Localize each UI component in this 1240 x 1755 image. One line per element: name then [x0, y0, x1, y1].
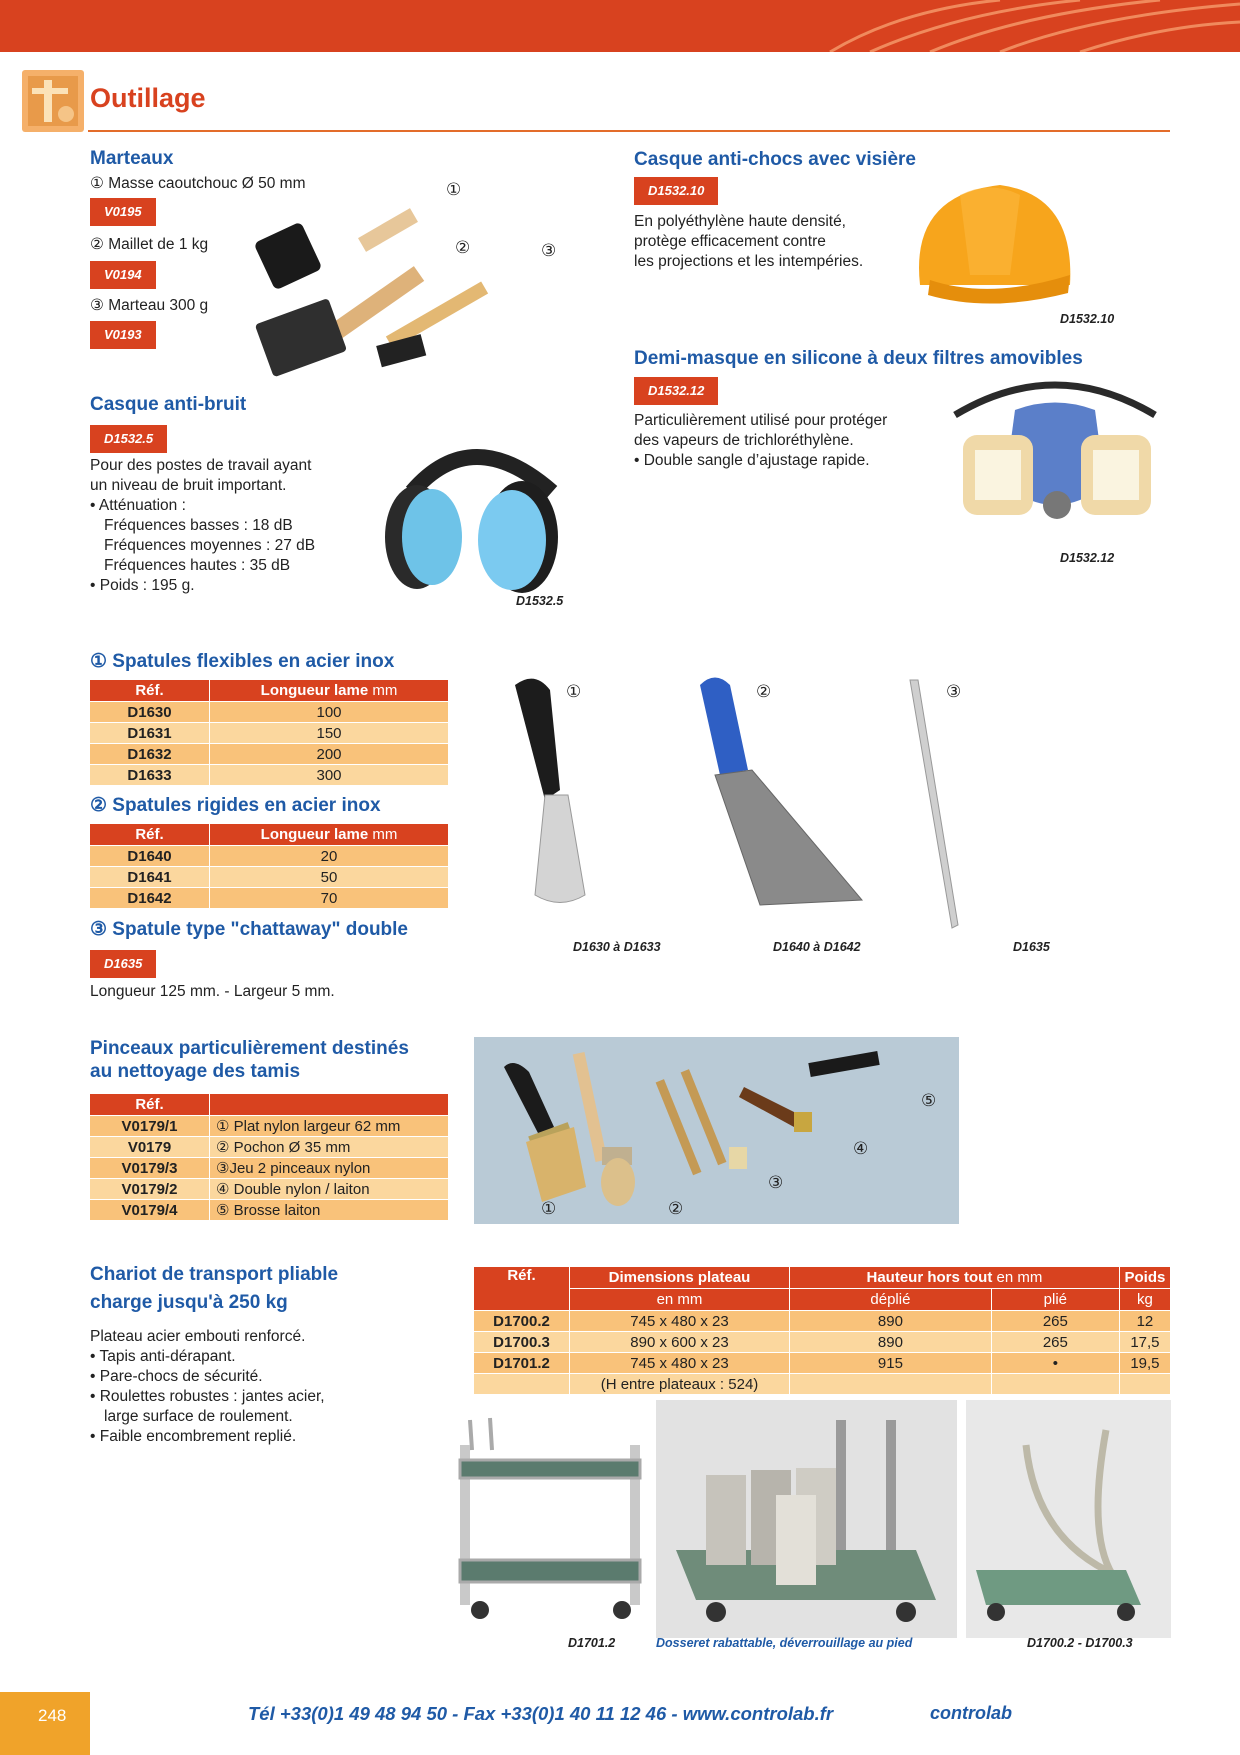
desc-cell: ④ Double nylon / laiton [210, 1179, 449, 1200]
ref-cell: D1700.2 [474, 1311, 570, 1332]
helmet-line-2: protège efficacement contre [634, 233, 826, 250]
ref-cell: V0179/1 [90, 1116, 210, 1137]
spatula-rigid-head-unit: mm [372, 826, 398, 843]
ref-cell: D1641 [90, 867, 210, 888]
footer-contact[interactable]: Tél +33(0)1 49 48 94 50 - Fax +33(0)1 40 11 12 46 - www.controlab.fr [248, 1703, 834, 1724]
spatula-rigid-title: ② Spatules rigides en acier inox [90, 795, 381, 816]
dim-cell: 745 x 480 x 23 [570, 1311, 790, 1332]
hammers-photo [250, 190, 570, 390]
brush-num-5: ⑤ [921, 1091, 937, 1110]
ref-cell: V0179/3 [90, 1158, 210, 1179]
trolley-head-weight-unit: kg [1119, 1289, 1170, 1311]
table-row [90, 723, 449, 744]
hammer-num-2: ② [455, 238, 471, 257]
spatula-photo-num-1: ① [566, 682, 582, 701]
trolley-line-4: • Roulettes robustes : jantes acier, [90, 1388, 325, 1405]
spatula-caption-3: D1635 [1013, 940, 1050, 954]
ref-cell: D1632 [90, 744, 210, 765]
trolley-photo-1 [450, 1410, 650, 1630]
brush-num-3: ③ [768, 1173, 784, 1192]
table-row [90, 1116, 449, 1137]
table-row [90, 1200, 449, 1221]
footer-logo: controlab [930, 1703, 1013, 1723]
trolley-line-2: • Tapis anti-dérapant. [90, 1348, 236, 1365]
earmuff-line-3: • Atténuation : [90, 497, 186, 514]
mask-line-2: des vapeurs de trichloréthylène. [634, 432, 854, 449]
trolley-line-1: Plateau acier embouti renforcé. [90, 1328, 306, 1345]
trolley-head-height-label: Hauteur hors tout [866, 1269, 993, 1286]
table-row [90, 702, 449, 723]
mask-caption: D1532.12 [1060, 551, 1115, 565]
spatula-caption-2: D1640 à D1642 [773, 940, 861, 954]
mask-line-1: Particulièrement utilisé pour protéger [634, 412, 888, 429]
spatula-chattaway-ref: D1635 [90, 950, 156, 978]
trolley-head-weight: Poids [1119, 1267, 1170, 1289]
table-row [90, 765, 449, 786]
helmet-line-3: les projections et les intempéries. [634, 253, 864, 270]
hammer-item-2-ref: V0194 [90, 261, 156, 289]
table-row [90, 1179, 449, 1200]
section-logo-tile [22, 70, 84, 132]
table-row [90, 867, 449, 888]
title-divider [88, 130, 1170, 132]
brush-num-4: ④ [853, 1139, 869, 1158]
helmet-line-1: En polyéthylène haute densité, [634, 213, 846, 230]
trolley-head-unfolded: déplié [790, 1289, 992, 1311]
earmuff-line-4: Fréquences basses : 18 dB [104, 517, 293, 534]
trolley-caption-1: D1701.2 [568, 1636, 616, 1650]
unfolded-cell: 890 [790, 1332, 992, 1353]
mask-line-3: • Double sangle d’ajustage rapide. [634, 452, 870, 469]
trolley-photo-2 [656, 1400, 957, 1638]
spatula-flex-head-length [210, 680, 449, 702]
spatula-flex-head-unit: mm [372, 682, 398, 699]
hammer-item-3-ref: V0193 [90, 321, 156, 349]
earmuff-line-1: Pour des postes de travail ayant [90, 457, 312, 474]
trolley-caption-3: D1700.2 - D1700.3 [1027, 1636, 1133, 1650]
note-cell: (H entre plateaux : 524) [570, 1374, 790, 1395]
length-cell: 70 [210, 888, 449, 909]
table-row [474, 1332, 1171, 1353]
helmet-ref: D1532.10 [634, 177, 718, 205]
hammer-num-3: ③ [541, 241, 557, 260]
hammers-title: Marteaux [90, 148, 174, 169]
spatula-flex-title: ① Spatules flexibles en acier inox [90, 651, 395, 672]
trolley-table [473, 1266, 1171, 1395]
empty-cell [790, 1374, 992, 1395]
length-cell: 200 [210, 744, 449, 765]
ref-cell: V0179 [90, 1137, 210, 1158]
table-row [90, 1137, 449, 1158]
empty-cell [991, 1374, 1119, 1395]
helmet-photo [900, 175, 1080, 315]
trolley-photo-3 [966, 1400, 1171, 1638]
earmuff-line-2: un niveau de bruit important. [90, 477, 287, 494]
earmuff-line-6: Fréquences hautes : 35 dB [104, 557, 291, 574]
spatula-flex-table [89, 679, 449, 786]
folded-cell: • [991, 1353, 1119, 1374]
ref-cell: D1631 [90, 723, 210, 744]
table-row [90, 846, 449, 867]
page-title: Outillage [90, 83, 206, 113]
trolley-title-1: Chariot de transport pliable [90, 1264, 339, 1285]
trolley-head-dim-unit: en mm [570, 1289, 790, 1311]
desc-cell: ② Pochon Ø 35 mm [210, 1137, 449, 1158]
helmet-title: Casque anti-chocs avec visière [634, 149, 916, 170]
earmuff-ref: D1532.5 [90, 425, 167, 453]
earmuff-title: Casque anti-bruit [90, 394, 247, 415]
weight-cell: 12 [1119, 1311, 1170, 1332]
hammer-item-1-label: ① Masse caoutchouc Ø 50 mm [90, 175, 306, 192]
ref-cell: D1630 [90, 702, 210, 723]
brushes-photo [474, 1037, 959, 1224]
table-row [474, 1374, 1171, 1395]
unfolded-cell: 890 [790, 1311, 992, 1332]
brush-num-2: ② [668, 1199, 684, 1218]
table-row [90, 744, 449, 765]
page-number: 248 [38, 1706, 67, 1725]
mask-ref: D1532.12 [634, 377, 718, 405]
folded-cell: 265 [991, 1311, 1119, 1332]
tools-icon [22, 70, 84, 132]
mask-photo [945, 375, 1165, 545]
length-cell: 20 [210, 846, 449, 867]
trolley-head-folded: plié [991, 1289, 1119, 1311]
spatula-caption-1: D1630 à D1633 [573, 940, 661, 954]
dim-cell: 890 x 600 x 23 [570, 1332, 790, 1353]
hammer-item-3-label: ③ Marteau 300 g [90, 297, 209, 314]
desc-cell: ③Jeu 2 pinceaux nylon [210, 1158, 449, 1179]
top-banner [0, 0, 1240, 52]
earmuff-caption: D1532.5 [516, 594, 564, 608]
trolley-line-5: large surface de roulement. [104, 1408, 293, 1425]
hammer-item-1-ref: V0195 [90, 198, 156, 226]
length-cell: 300 [210, 765, 449, 786]
brush-num-1: ① [541, 1199, 557, 1218]
spatula-photo-num-2: ② [756, 682, 772, 701]
ref-cell: D1633 [90, 765, 210, 786]
unfolded-cell: 915 [790, 1353, 992, 1374]
weight-cell: 19,5 [1119, 1353, 1170, 1374]
trolley-head-height [790, 1267, 1120, 1289]
ref-cell: D1640 [90, 846, 210, 867]
length-cell: 50 [210, 867, 449, 888]
table-row [90, 888, 449, 909]
trolley-caption-2: Dosseret rabattable, déverrouillage au pied [656, 1636, 913, 1650]
trolley-head-height-unit: en mm [996, 1269, 1043, 1286]
trolley-head-ref: Réf. [474, 1267, 570, 1311]
spatula-chattaway-title: ③ Spatule type "chattaway" double [90, 919, 408, 940]
hammer-num-1: ① [446, 180, 462, 199]
banner-swirl-decoration [0, 0, 1240, 52]
spatula-rigid-head-length-label: Longueur lame [260, 826, 369, 843]
brushes-table [89, 1093, 449, 1221]
brushes-title-1: Pinceaux particulièrement destinés [90, 1038, 409, 1059]
earmuff-photo [372, 432, 572, 602]
spatula-flex-head-ref: Réf. [90, 680, 210, 702]
earmuff-line-5: Fréquences moyennes : 27 dB [104, 537, 316, 554]
trolley-head-dim: Dimensions plateau [570, 1267, 790, 1289]
ref-cell: V0179/4 [90, 1200, 210, 1221]
mask-title: Demi-masque en silicone à deux filtres amovibles [634, 348, 1083, 369]
spatula-flex-head-length-label: Longueur lame [260, 682, 369, 699]
length-cell: 150 [210, 723, 449, 744]
spatula-rigid-table [89, 823, 449, 909]
desc-cell: ⑤ Brosse laiton [210, 1200, 449, 1221]
trolley-line-6: • Faible encombrement replié. [90, 1428, 297, 1445]
earmuff-line-7: • Poids : 195 g. [90, 577, 195, 594]
ref-cell: D1700.3 [474, 1332, 570, 1353]
length-cell: 100 [210, 702, 449, 723]
helmet-caption: D1532.10 [1060, 312, 1115, 326]
spatula-rigid-head-length [210, 824, 449, 846]
desc-cell: ① Plat nylon largeur 62 mm [210, 1116, 449, 1137]
spatulas-photo [490, 670, 1070, 940]
ref-cell: D1701.2 [474, 1353, 570, 1374]
folded-cell: 265 [991, 1332, 1119, 1353]
brushes-head-ref: Réf. [90, 1094, 210, 1116]
trolley-line-3: • Pare-chocs de sécurité. [90, 1368, 263, 1385]
trolley-title-2: charge jusqu'à 250 kg [90, 1292, 288, 1313]
empty-cell [1119, 1374, 1170, 1395]
brushes-title-2: au nettoyage des tamis [90, 1061, 301, 1082]
ref-cell: D1642 [90, 888, 210, 909]
table-row [474, 1311, 1171, 1332]
weight-cell: 17,5 [1119, 1332, 1170, 1353]
ref-cell: V0179/2 [90, 1179, 210, 1200]
table-row [90, 1158, 449, 1179]
empty-cell [474, 1374, 570, 1395]
spatula-chattaway-text: Longueur 125 mm. - Largeur 5 mm. [90, 983, 335, 1000]
spatula-rigid-head-ref: Réf. [90, 824, 210, 846]
spatula-photo-num-3: ③ [946, 682, 962, 701]
dim-cell: 745 x 480 x 23 [570, 1353, 790, 1374]
hammer-item-2-label: ② Maillet de 1 kg [90, 236, 209, 253]
brushes-head-empty [210, 1094, 449, 1116]
table-row [474, 1353, 1171, 1374]
